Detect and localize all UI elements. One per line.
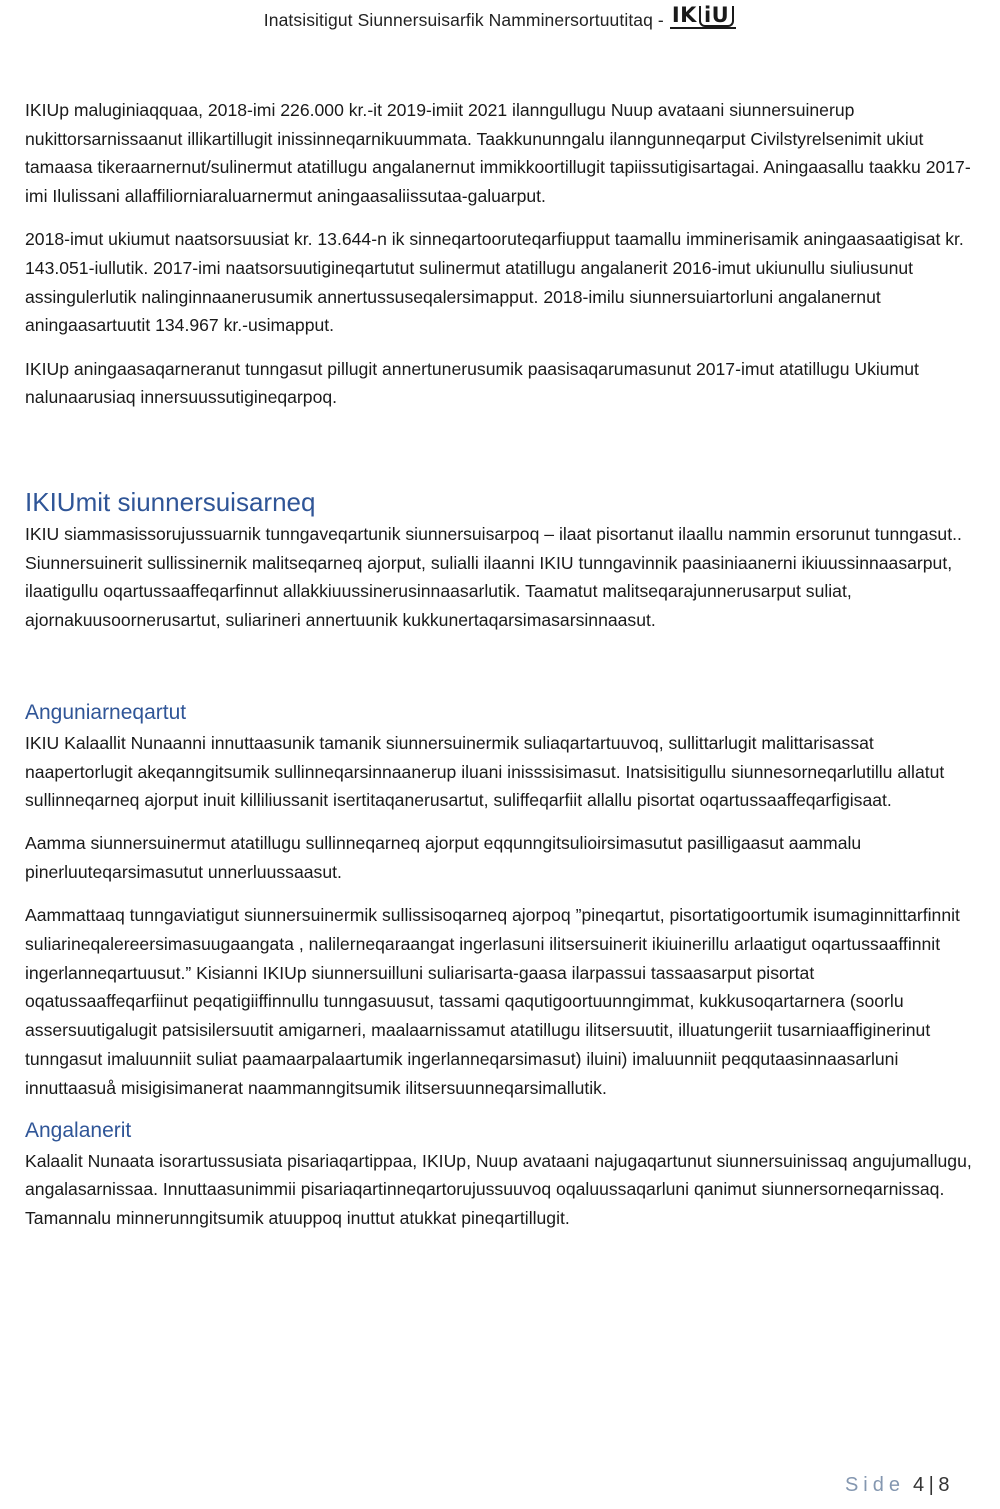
- intro-paragraph-3: IKIUp aningaasaqarneranut tunngasut pillugit annertunerusumik paasisaqarumasunut 2017-imut atatillugu Ukiumut nalunaarusiaq innersuussutigineqarpoq.: [25, 358, 919, 408]
- page-footer: [845, 1474, 950, 1497]
- section-heading-anguniarneqartut: Anguniarneqartut: [25, 700, 187, 724]
- page-separator: |: [928, 1474, 935, 1496]
- section3-paragraph: Kalaalit Nunaata isorartussusiata pisariaqartippaa, IKIUp, Nuup avataani najugaqartunut siunnersuinissaq angujumallugu, angalasarnissaa. Innuttaasunimmii pisariaqartinneqartorujussuuvoq oqaluussaqarluni qanimut siunnersorneqarnissaq. Tamannalu minnerunngitsumik atuuppoq inuttut atukkat pineqartillugit.: [25, 1150, 972, 1229]
- intro-paragraph-2: 2018-imut ukiumut naatsorsuusiat kr. 13.644-n ik sinneqartooruteqarfiupput taamallu imminerisamik aningaasaatigisat kr. 143.051-iullutik. 2017-imi naatsorsuutigineqartutut sulinermut atatillugu angalanerit 2016-imut ukiunullu siuliusunut assingulerlutik nalinginnaanerusumik annertussuseqalersimapput. 2018-imilu siunnersuiartorluni angalanernut aningaasartuutit 134.967 kr.-usimapput.: [25, 229, 964, 336]
- page-label: Side: [844, 1474, 905, 1496]
- ikiu-logo: IK iU: [670, 4, 736, 29]
- total-pages: 8: [938, 1474, 950, 1496]
- section-heading-siunnersuisarneq: IKIUmit siunnersuisarneq: [25, 487, 316, 518]
- section2-paragraph-1: IKIU Kalaallit Nunaanni innuttaasunik tamanik siunnersuinermik suliaqartartuuvoq, sullittarlugit malittarisassat naapertorlugit akeqanngitsumik sullinneqarsinnaanerup iluani inisssisimasut. Inatsisitigullu siunnesorneqarlutillu allatut sullinneqarneq ajorput inuit killiliussanit isertitaqanerusartut, suliffeqarfiit allallu pisortat oqartussaaffeqarfigisaat.: [25, 732, 945, 811]
- section2-paragraph-2: Aamma siunnersuinermut atatillugu sullinneqarneq ajorput eqqunngitsulioirsimasutut pasilligaasut aammalu pinerluuteqarsimasutut unnerluussaasut.: [25, 833, 862, 883]
- page-number: 4: [913, 1474, 925, 1496]
- page-header: [0, 4, 1000, 38]
- section1-paragraph: IKIU siammasissorujussuarnik tunngaveqartunik siunnersuisarpoq – ilaat pisortanut ilaallu nammin ersorunut tunngasut.. Siunnersuinerit sullissinernik malitseqarneq ajorput, sulialli ilaanni IKIU tunngavinnik paasiniaanerni ikiuussinnaasarput, ilaatigullu oqartussaaffeqarfinnut allakkiuussinerusinnaasarlutik. Taamatut malitseqarajunnerusarput suliat, ajornakuusoornerusartut, suliarineri annertuunik kukkunertaqarsimasarsinnaasut.: [25, 524, 962, 631]
- intro-paragraph-1: IKIUp maluginiaqquaa, 2018-imi 226.000 kr.-it 2019-imiit 2021 ilanngullugu Nuup avataani siunnersuinerup nukittorsarnissaanut illikartillugit inissinneqarnikuummata. Taakkununngalu ilanngunneqarput Civilstyrelsenimit ukiut tamaasa tikeraarnernut/sulinermut atatillugu angalanernut immikkoortillugit tapiissutigisartagai. Aningaasallu taakku 2017-imi Ilulissani allaffiliorniaraluarnermut aningaasaliissutaa-galuarput.: [25, 100, 971, 207]
- section-heading-angalanerit: Angalanerit: [25, 1118, 132, 1142]
- document-body: [25, 96, 975, 1247]
- header-title: Inatsisitigut Siunnersuisarfik Namminersortuutitaq -: [263, 10, 664, 30]
- section2-paragraph-3: Aammattaaq tunngaviatigut siunnersuinermik sullissisoqarneq ajorpoq ”pineqartut, pisortatigoortumik isumaginnittarfinnit suliarineqalereersimasuugaangata , nalilerneqaraangat ingerlasuni ilitsersuinerit ikiuinerillu arlaatigut oqartussaaffinnit ingerlanneqartuusut.” Kisianni IKIUp siunnersuilluni suliarisarta-gaasa ilarpassui tassaasarput pisortat oqatussaaffeqarfiinut peqatigiiffinnullu tunngasuusut, tassami qaqutigoortuunngimmat, kukkusoqartarnera (soorlu assersuutigalugit patsisilersuutit amigarneri, maalaarnissamut atatillugu ilitsersuutit, illuatungeriit tusarniaaffiginerinut tunngasut imaluunniit suliat paamaarpalaartumik ingerlanneqarsimasut) iluini) imaluunniit peqqutaasinnaasarluni innuttaasuå misigisimanerat naammanngitsumik ilitsersuunneqarsimallutik.: [25, 905, 960, 1098]
